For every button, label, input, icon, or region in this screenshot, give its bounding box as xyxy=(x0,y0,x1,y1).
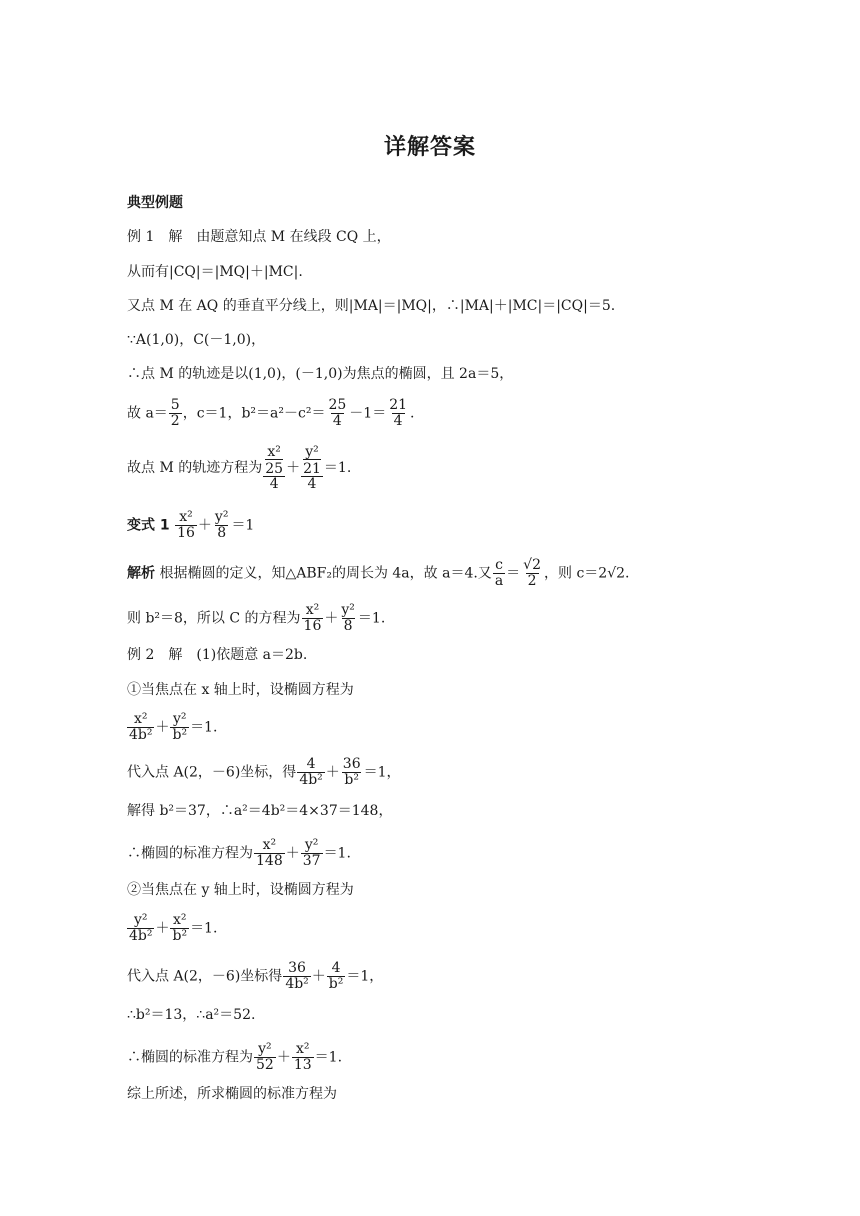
numerator: 36 xyxy=(288,960,306,976)
fraction xyxy=(302,603,324,634)
text: ＋ xyxy=(155,719,170,736)
numerator: y² xyxy=(173,711,187,727)
fraction xyxy=(169,398,182,429)
example-1-line-7 xyxy=(127,445,351,491)
fraction xyxy=(213,510,231,541)
example-2-line-9 xyxy=(127,961,383,992)
fraction xyxy=(341,757,363,788)
variant-1-analysis-2 xyxy=(127,603,385,634)
denominator: b² xyxy=(328,976,344,992)
text: 故 a＝ xyxy=(127,405,168,422)
text: ＋ xyxy=(285,845,300,862)
denominator: 37 xyxy=(302,853,321,869)
text: ＋ xyxy=(197,517,212,534)
example-2-line-10: ∴b²＝13，∴a²＝52. xyxy=(127,1007,256,1023)
variant-label: 变式 1 xyxy=(127,517,170,534)
example-2-line-12: 综上所述，所求椭圆的标准方程为 xyxy=(127,1086,337,1102)
denominator xyxy=(301,460,323,491)
numerator: x² xyxy=(179,509,193,525)
text: ＝1 xyxy=(231,517,255,534)
fraction xyxy=(327,961,346,992)
text: . xyxy=(410,405,415,422)
text: ＝ xyxy=(506,565,521,582)
example-2-line-7: ②当焦点在 y 轴上时，设椭圆方程为 xyxy=(127,882,354,898)
denominator: 4 xyxy=(332,413,342,429)
fraction xyxy=(292,1042,314,1073)
page-title: 详解答案 xyxy=(383,135,476,160)
compound-fraction xyxy=(301,445,323,491)
numerator: y² xyxy=(341,602,355,618)
fraction xyxy=(170,712,189,743)
example-2-line-2: ①当焦点在 x 轴上时，设椭圆方程为 xyxy=(127,682,354,698)
text: ＋ xyxy=(311,968,326,985)
example-2-line-4 xyxy=(127,757,401,788)
text: ＋ xyxy=(324,610,339,627)
text: ＝1. xyxy=(323,460,352,476)
denominator: 8 xyxy=(217,525,227,541)
inner-denominator: 4 xyxy=(269,476,279,492)
example-2-line-8 xyxy=(127,913,217,944)
text: ＝1. xyxy=(190,719,218,736)
numerator: 5 xyxy=(170,397,180,413)
analysis-label: 解析 xyxy=(127,565,155,582)
fraction xyxy=(339,603,357,634)
denominator: 16 xyxy=(177,525,195,541)
text: 代入点 A(2，－6)坐标，得 xyxy=(127,764,297,781)
example-1-line-3: 又点 M 在 AQ 的垂直平分线上，则|MA|＝|MQ|，∴|MA|＋|MC|＝|CQ|＝5. xyxy=(127,298,616,314)
text: ＋ xyxy=(325,764,340,781)
numerator: y² xyxy=(305,444,319,460)
inner-denominator: 4 xyxy=(307,476,317,492)
text: ＋ xyxy=(286,460,301,476)
fraction xyxy=(254,1042,276,1073)
fraction xyxy=(175,510,197,541)
text: ∴椭圆的标准方程为 xyxy=(127,845,253,862)
denominator: 148 xyxy=(256,853,283,869)
denominator: 4b² xyxy=(299,772,323,788)
numerator: y² xyxy=(214,509,229,525)
text: 根据椭圆的定义，知△ABF₂的周长为 4a，故 a＝4.又 xyxy=(159,565,492,582)
numerator: 36 xyxy=(342,756,361,772)
denominator: 4b² xyxy=(129,928,153,944)
fraction xyxy=(170,913,189,944)
numerator: c xyxy=(495,557,503,573)
numerator: 4 xyxy=(306,756,316,772)
inner-numerator: 25 xyxy=(265,461,284,477)
numerator: x² xyxy=(173,912,187,928)
text: ，c＝1，b²＝a²－c²＝ xyxy=(182,405,326,422)
text: ＋ xyxy=(155,920,170,937)
denominator: 4b² xyxy=(285,976,309,992)
numerator: 21 xyxy=(389,397,408,413)
variant-1-analysis-1 xyxy=(127,558,629,589)
numerator: 4 xyxy=(331,960,341,976)
numerator: y² xyxy=(258,1041,272,1057)
example-1-line-2: 从而有|CQ|＝|MQ|＋|MC|. xyxy=(127,264,303,280)
fraction xyxy=(301,838,323,869)
text: －1＝ xyxy=(349,405,387,422)
denominator: a xyxy=(494,573,504,589)
fraction xyxy=(297,757,324,788)
denominator: b² xyxy=(344,772,359,788)
numerator: 25 xyxy=(328,397,347,413)
text: 代入点 A(2，－6)坐标得 xyxy=(127,968,283,985)
numerator: x² xyxy=(133,711,148,727)
text: ＝1. xyxy=(357,610,386,627)
fraction xyxy=(127,913,154,944)
denominator: 8 xyxy=(343,618,353,634)
denominator: 2 xyxy=(527,573,537,589)
denominator: 2 xyxy=(170,413,180,429)
text: 则 b²＝8，所以 C 的方程为 xyxy=(127,610,301,627)
text: ＝1， xyxy=(346,968,384,985)
numerator: x² xyxy=(262,837,277,853)
fraction xyxy=(521,558,543,589)
numerator: y² xyxy=(304,837,319,853)
example-2-line-3 xyxy=(127,712,217,743)
fraction xyxy=(326,398,348,429)
numerator: x² xyxy=(305,602,320,618)
text: ∴椭圆的标准方程为 xyxy=(127,1049,253,1066)
section-heading: 典型例题 xyxy=(127,195,183,211)
example-1-line-1: 例 1 解 由题意知点 M 在线段 CQ 上， xyxy=(127,229,391,245)
numerator: y² xyxy=(133,912,148,928)
denominator: 13 xyxy=(293,1057,312,1073)
text: ，则 c＝2√2. xyxy=(544,565,630,582)
denominator: 16 xyxy=(303,618,322,634)
example-2-line-6 xyxy=(127,838,351,869)
numerator: x² xyxy=(267,444,281,460)
example-2-line-1: 例 2 解 (1)依题意 a＝2b. xyxy=(127,647,308,663)
denominator: b² xyxy=(172,928,188,944)
example-1-line-6 xyxy=(127,398,414,429)
denominator: b² xyxy=(172,727,188,743)
text: ＋ xyxy=(276,1049,291,1066)
numerator: √2 xyxy=(523,557,541,573)
fraction xyxy=(493,558,505,589)
denominator: 4b² xyxy=(129,727,153,743)
example-1-line-5: ∴点 M 的轨迹是以(1,0)，(－1,0)为焦点的椭圆，且 2a＝5， xyxy=(127,366,514,382)
denominator xyxy=(263,460,285,491)
text: ＝1. xyxy=(314,1049,343,1066)
denominator: 4 xyxy=(393,413,403,429)
example-2-line-5: 解得 b²＝37，∴a²＝4b²＝4×37＝148， xyxy=(127,803,393,819)
fraction xyxy=(254,838,285,869)
denominator: 52 xyxy=(256,1057,274,1073)
inner-numerator: 21 xyxy=(303,461,321,477)
fraction xyxy=(387,398,409,429)
text: ＝1. xyxy=(323,845,351,862)
numerator: x² xyxy=(295,1041,310,1057)
example-1-line-4: ∵A(1,0)，C(－1,0)， xyxy=(127,332,266,348)
fraction xyxy=(283,961,310,992)
fraction xyxy=(127,712,154,743)
example-2-line-11 xyxy=(127,1042,342,1073)
text: ＝1， xyxy=(363,764,401,781)
text: ＝1. xyxy=(190,920,218,937)
variant-1-answer xyxy=(127,510,254,541)
text: 故点 M 的轨迹方程为 xyxy=(127,460,263,476)
compound-fraction xyxy=(263,445,285,491)
